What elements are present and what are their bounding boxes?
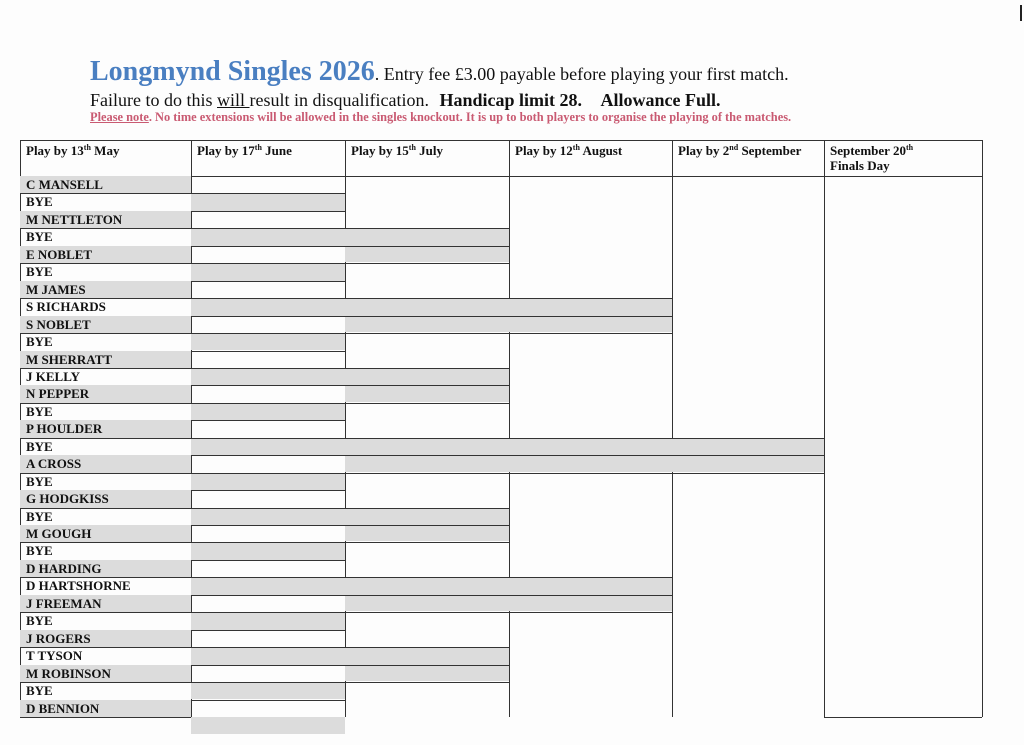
r2-slot <box>191 264 344 280</box>
round-header-text-end: September <box>738 143 802 158</box>
round-header-1 <box>20 140 191 176</box>
round-header-text-end: June <box>261 143 292 158</box>
entrant-cell <box>20 560 191 577</box>
r2-line <box>191 351 345 352</box>
r2-slot <box>191 613 344 629</box>
r2-slot <box>191 509 344 525</box>
note-label: Please note <box>90 110 149 124</box>
r3-slot-a <box>345 577 509 594</box>
r3-slot-b <box>345 385 509 401</box>
round-header-4 <box>509 140 672 176</box>
entrant-cell <box>20 298 191 315</box>
failure-text-post: result in disqualification. <box>249 90 429 110</box>
entrant-cell <box>20 473 191 490</box>
r4-line <box>509 577 672 578</box>
entrant-cell <box>20 228 191 245</box>
page-title: Longmynd Singles 2026 <box>90 56 375 87</box>
round-header-suffix: th <box>572 143 580 152</box>
round-header-text: September 20 <box>830 143 906 158</box>
entrant-cell <box>20 333 191 350</box>
match-slot <box>191 717 345 734</box>
r4-line <box>509 316 672 317</box>
entry-fee-text: . Entry fee £3.00 payable before playing your first match. <box>374 64 789 84</box>
round-header-text: Play by 17 <box>197 143 255 158</box>
r5-slot-b <box>672 455 824 471</box>
r4-slot-b <box>509 595 672 611</box>
entrant-name: J ROGERS <box>26 630 91 646</box>
entrant-cell <box>20 211 191 228</box>
r3-line <box>345 228 509 229</box>
entrant-cell <box>20 385 191 402</box>
column-line-2 <box>345 140 346 717</box>
r2-slot <box>191 369 344 385</box>
r2-line <box>191 525 345 526</box>
entrant-cell <box>20 438 191 455</box>
round-header-3 <box>345 140 509 176</box>
entrant-name: G HODGKISS <box>26 491 109 507</box>
entrant-name: A CROSS <box>26 456 82 472</box>
r2-line <box>191 281 345 282</box>
entrant-name: BYE <box>26 473 53 489</box>
failure-text-will: will <box>217 90 250 110</box>
r2-slot <box>191 578 344 594</box>
entrant-name: D HARDING <box>26 560 102 576</box>
round-header-suffix: th <box>905 143 914 152</box>
r3-line <box>345 595 509 596</box>
entrant-cell <box>20 682 191 699</box>
r4-half-line <box>509 455 672 456</box>
entrant-cell <box>20 403 191 420</box>
r5-slot-a <box>672 438 824 455</box>
r5-line <box>672 473 824 474</box>
r3-slot-b <box>345 455 509 471</box>
r4-line <box>509 333 672 334</box>
r2-line <box>191 385 345 386</box>
entrant-cell <box>20 577 191 594</box>
entrant-cell <box>20 263 191 280</box>
r3-line <box>345 665 509 666</box>
r3-slot-a <box>345 508 509 525</box>
column-line-5 <box>824 140 825 717</box>
r2-line <box>191 560 345 561</box>
entrant-cell <box>20 351 191 368</box>
round-header-text-end: August <box>579 143 623 158</box>
entrant-name: BYE <box>26 194 53 210</box>
round-header-suffix: th <box>408 143 416 152</box>
r3-slot-a <box>345 298 509 315</box>
entrant-cell <box>20 525 191 542</box>
entrant-cell <box>20 665 191 682</box>
column-line-3 <box>509 140 510 717</box>
r4-line <box>509 473 672 474</box>
entrant-cell <box>20 508 191 525</box>
r2-line <box>191 455 345 456</box>
r2-slot <box>191 648 344 664</box>
entrant-name: BYE <box>26 264 53 280</box>
entrant-cell <box>20 647 191 664</box>
entrant-cell <box>20 542 191 559</box>
round-header-text: Play by 13 <box>26 143 84 158</box>
r3-line <box>345 385 509 386</box>
entrant-name: M JAMES <box>26 281 86 297</box>
r3-slot-b <box>345 595 509 611</box>
entrant-name: BYE <box>26 613 53 629</box>
round-header-text: Play by 2 <box>678 143 730 158</box>
failure-text-pre: Failure to do this <box>90 90 217 110</box>
round-header-6 <box>824 140 982 176</box>
entrant-name: M GOUGH <box>26 526 92 541</box>
r2-slot <box>191 404 344 420</box>
r4-slot-b <box>509 316 672 332</box>
r3-slot-b <box>345 316 509 332</box>
entrant-name: P HOULDER <box>26 421 103 437</box>
entrant-cell <box>20 700 191 717</box>
r3-line <box>345 263 509 264</box>
round-header-suffix: nd <box>729 143 739 152</box>
r4-slot-b <box>509 455 672 471</box>
entrant-name: BYE <box>26 438 53 454</box>
handicap-limit: Handicap limit 28. <box>439 90 582 110</box>
entrant-name: C MANSELL <box>26 177 103 192</box>
r3-line <box>345 542 509 543</box>
r3-slot-b <box>345 665 509 681</box>
entrant-name: D HARTSHORNE <box>26 578 131 594</box>
r2-slot <box>191 474 344 490</box>
r2-line <box>191 595 345 596</box>
r4-slot-a <box>509 438 672 455</box>
r4-line <box>509 612 672 613</box>
r2-line <box>191 246 345 247</box>
entrant-cell <box>20 455 191 472</box>
round-header-text: Play by 15 <box>351 143 409 158</box>
round-header-suffix: th <box>254 143 262 152</box>
r3-line <box>345 473 509 474</box>
entrant-name: M ROBINSON <box>26 665 111 681</box>
r3-line <box>345 298 509 299</box>
r2-slot <box>191 334 344 350</box>
r2-line <box>191 700 345 701</box>
entrant-name: M SHERRATT <box>26 351 113 367</box>
r2-line <box>191 665 345 666</box>
r3-slot-a <box>345 228 509 245</box>
allowance: Allowance Full. <box>600 90 721 110</box>
r2-line <box>191 420 345 421</box>
r3-line <box>345 577 509 578</box>
r4-line <box>509 438 672 439</box>
r3-line <box>345 246 509 247</box>
entrant-cell <box>20 246 191 263</box>
entrant-name: BYE <box>26 683 53 699</box>
frame-top <box>20 140 982 141</box>
round-header-2 <box>191 140 345 176</box>
entrant-cell <box>20 193 191 210</box>
r2-line <box>191 630 345 631</box>
entrant-name: BYE <box>26 508 53 524</box>
r2-line <box>191 316 345 317</box>
r3-line <box>345 316 509 317</box>
r2-slot <box>191 543 344 559</box>
r3-slot-b <box>345 246 509 262</box>
round-header-subtitle: Finals Day <box>830 158 890 173</box>
r3-line <box>345 333 509 334</box>
entrant-cell <box>20 368 191 385</box>
r3-line <box>345 647 509 648</box>
r2-slot <box>191 683 344 699</box>
r2-slot <box>191 299 344 315</box>
r3-line <box>345 403 509 404</box>
entrant-cell <box>20 281 191 298</box>
entrant-name: S NOBLET <box>26 316 91 332</box>
r4-slot-a <box>509 298 672 315</box>
r5-line <box>672 438 824 439</box>
round-header-text-end: May <box>90 143 120 158</box>
entrant-name: T TYSON <box>26 648 83 664</box>
entrant-name: J FREEMAN <box>26 595 102 611</box>
r2-slot <box>191 229 344 245</box>
column-line-4 <box>672 140 673 717</box>
r3-slot-a <box>345 438 509 455</box>
entrant-name: N PEPPER <box>26 386 90 402</box>
entrant-cell <box>20 612 191 629</box>
entrant-name: BYE <box>26 334 53 350</box>
entrant-name: D BENNION <box>26 700 100 716</box>
r2-line <box>191 211 345 212</box>
r3-slot-a <box>345 368 509 385</box>
entrant-name: E NOBLET <box>26 246 93 262</box>
column-line-6 <box>982 140 983 717</box>
entrant-cell <box>20 595 191 612</box>
r5-line <box>672 455 824 456</box>
r4-line <box>509 298 672 299</box>
entrant-name: M NETTLETON <box>26 211 123 227</box>
round-header-suffix: th <box>83 143 91 152</box>
r3-line <box>345 368 509 369</box>
entrant-name: J KELLY <box>26 368 81 384</box>
r4-slot-a <box>509 577 672 594</box>
r4-line <box>509 595 672 596</box>
r3-line <box>345 438 509 439</box>
entrant-cell <box>20 316 191 333</box>
r3-line <box>345 525 509 526</box>
r2-line <box>191 490 345 491</box>
r3-half-line <box>345 455 509 456</box>
entrant-name: BYE <box>26 229 53 245</box>
round-header-text: Play by 12 <box>515 143 573 158</box>
entrant-name: BYE <box>26 403 53 419</box>
entrant-cell <box>20 176 191 193</box>
note-text: . No time extensions will be allowed in the singles knockout. It is up to both players to organise the playing of the matches. <box>148 110 792 124</box>
entrant-name: S RICHARDS <box>26 299 106 315</box>
entrant-cell <box>20 630 191 647</box>
r3-line <box>345 508 509 509</box>
r3-slot-b <box>345 525 509 541</box>
entrant-cell <box>20 420 191 437</box>
entrant-row-line <box>20 717 191 718</box>
finals-bottom <box>824 717 982 718</box>
round-header-text-end: July <box>415 143 444 158</box>
r2-slot <box>191 439 344 455</box>
r2-slot <box>191 194 344 210</box>
entrant-cell <box>20 490 191 507</box>
round-header-5 <box>672 140 824 176</box>
entrant-name: BYE <box>26 543 53 559</box>
r3-line <box>345 682 509 683</box>
r3-line <box>345 612 509 613</box>
r3-slot-a <box>345 647 509 664</box>
